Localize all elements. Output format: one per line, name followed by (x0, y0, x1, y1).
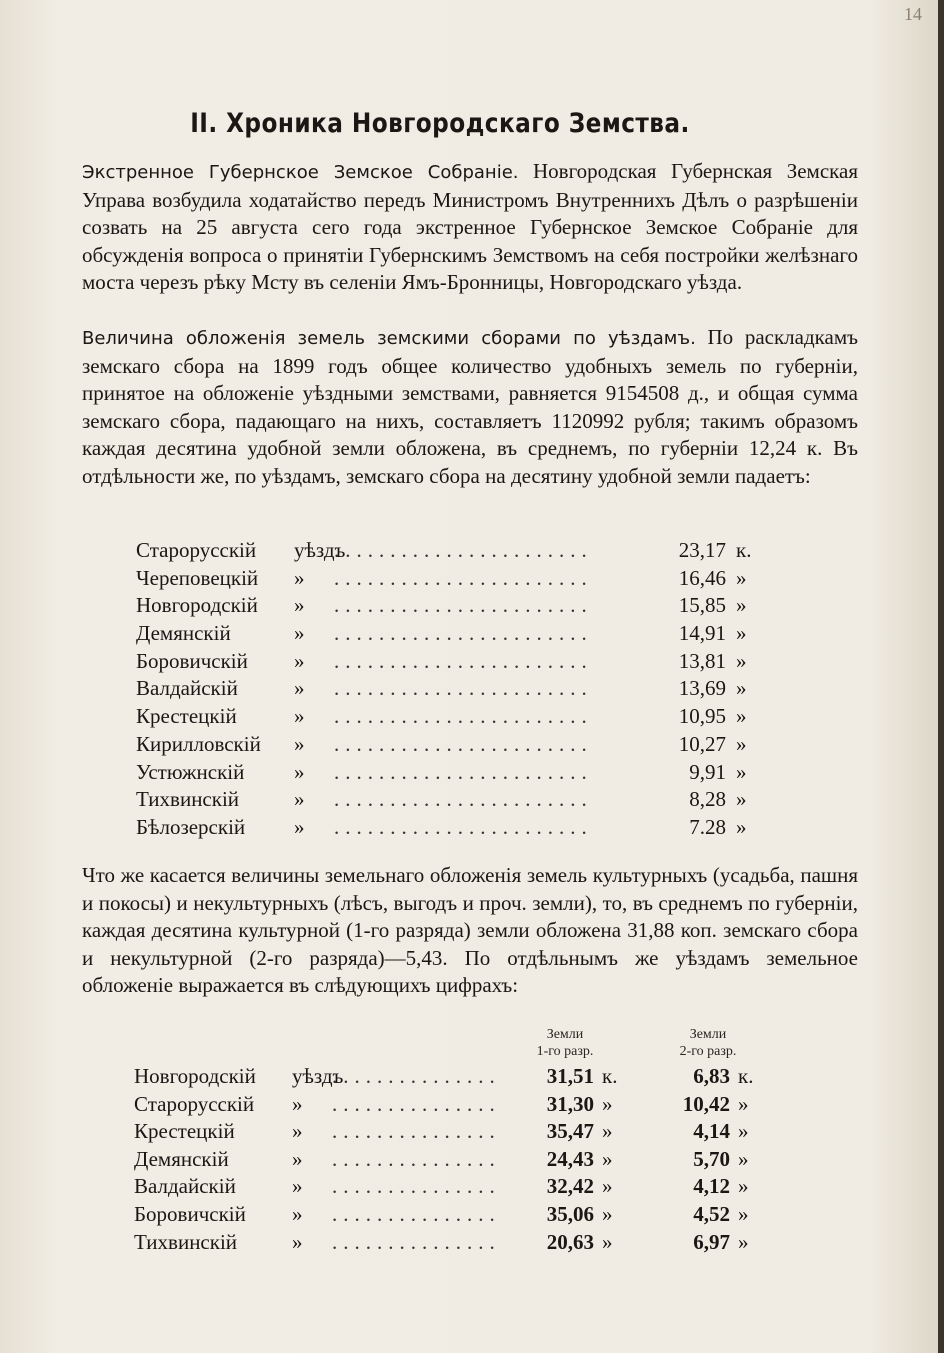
tax-unit: » (736, 648, 747, 673)
district-unit: » (294, 814, 305, 839)
district-name: Тихвинскій (134, 1229, 238, 1254)
leader-dots: ....................... (334, 593, 593, 618)
unit-1st-category: » (602, 1229, 613, 1254)
district-name: Старорусскій (134, 1091, 255, 1116)
district-name: Демянскій (134, 1146, 229, 1171)
column-header-line: 2-го разр. (679, 1044, 737, 1059)
unit-1st-category: к. (602, 1064, 618, 1088)
table-row (134, 1092, 774, 1120)
unit-1st-category: » (602, 1119, 613, 1144)
table-row (136, 676, 776, 704)
taxation-by-district-table (136, 538, 776, 843)
value-1st-category: 31,51 (546, 1064, 594, 1088)
leader-dots: ............... (332, 1229, 501, 1254)
section-land-taxation (82, 324, 858, 491)
value-2nd-category: 4,12 (693, 1174, 730, 1199)
tax-unit: » (736, 565, 747, 590)
tax-unit: » (736, 593, 747, 618)
unit-2nd-category: » (738, 1229, 749, 1254)
column-header-2nd-category (658, 1026, 758, 1060)
district-unit: уѣздъ (294, 538, 346, 562)
section-cultural-land (82, 862, 858, 1000)
district-name: Тихвинскій (136, 787, 240, 812)
unit-2nd-category: » (738, 1146, 749, 1171)
tax-value: 10,27 (678, 731, 726, 756)
section-text: Новгородская Губернская Земская Управа возбудила ходатайство передъ Министромъ Внутреннихъ Дѣлъ о разрѣшеніи созвать на 25 августа сего года экстренное Губернское Земское Собраніе для обсужденія вопроса о принятіи Губернскимъ Земствомъ на себя постройки желѣзнаго моста черезъ рѣку Мсту въ селеніи Ямъ-Бронницы, Новгородскаго уѣзда. (82, 159, 859, 295)
district-name: Боровичскій (136, 648, 248, 673)
leader-dots: ............... (332, 1064, 501, 1088)
district-name: Устюжнскій (136, 759, 245, 784)
leader-dots: ....................... (334, 759, 593, 784)
unit-1st-category: » (602, 1174, 613, 1199)
tax-unit: » (736, 787, 747, 812)
district-unit: » (294, 676, 305, 701)
value-1st-category: 35,47 (546, 1119, 594, 1144)
district-name: Кирилловскій (136, 731, 261, 756)
value-1st-category: 31,30 (546, 1091, 594, 1116)
table-row (134, 1147, 774, 1175)
value-2nd-category: 10,42 (682, 1091, 730, 1116)
leader-dots: ....................... (334, 731, 593, 756)
table-row (136, 732, 776, 760)
table-row (136, 787, 776, 815)
tax-value: 7.28 (689, 814, 726, 839)
tax-value: 13,81 (678, 648, 726, 673)
leader-dots: ............... (332, 1119, 501, 1144)
unit-2nd-category: » (738, 1201, 749, 1226)
district-unit: » (292, 1229, 303, 1254)
unit-1st-category: » (602, 1091, 613, 1116)
district-name: Крестецкій (136, 704, 237, 729)
district-unit: » (294, 731, 305, 756)
district-name: Бѣлозерскій (136, 814, 246, 839)
table-row (134, 1064, 774, 1092)
leader-dots: ....................... (334, 648, 593, 673)
district-unit: » (294, 648, 305, 673)
district-name: Череповецкій (136, 565, 259, 590)
leader-dots: ............... (332, 1146, 501, 1171)
table-row (134, 1202, 774, 1230)
leader-dots: ....................... (334, 704, 593, 729)
leader-dots: ....................... (334, 814, 593, 839)
tax-unit: » (736, 731, 747, 756)
table-row (134, 1230, 774, 1258)
district-unit: » (292, 1174, 303, 1199)
table-row (136, 538, 776, 566)
tax-value: 10,95 (678, 704, 726, 729)
district-unit: » (294, 621, 305, 646)
district-unit: » (292, 1119, 303, 1144)
value-2nd-category: 4,14 (693, 1119, 730, 1144)
tax-unit: к. (736, 538, 752, 562)
district-unit: » (294, 704, 305, 729)
column-header-line: Земли (689, 1027, 727, 1042)
district-unit: » (294, 565, 305, 590)
tax-value: 14,91 (678, 621, 726, 646)
page-edge (938, 0, 944, 1353)
unit-2nd-category: » (738, 1091, 749, 1116)
table-row (136, 704, 776, 732)
table-row (134, 1174, 774, 1202)
unit-1st-category: » (602, 1201, 613, 1226)
tax-value: 13,69 (678, 676, 726, 701)
tax-value: 8,28 (689, 787, 726, 812)
page-title: II. Хроника Новгородскаго Земства. (190, 108, 690, 139)
tax-value: 23,17 (678, 538, 726, 562)
tax-unit: » (736, 676, 747, 701)
tax-value: 16,46 (678, 565, 726, 590)
tax-unit: » (736, 814, 747, 839)
district-name: Новгородскій (134, 1064, 256, 1088)
tax-unit: » (736, 759, 747, 784)
table-row (136, 649, 776, 677)
unit-1st-category: » (602, 1146, 613, 1171)
district-name: Валдайскій (136, 676, 238, 701)
section-text: Что же касается величины земельнаго обложенія земель культурныхъ (усадьба, пашня и покосы) и некультурныхъ (лѣсъ, выгодъ и проч. земли), то, въ среднемъ по губерніи, каждая десятина культурной (1-го разряда) земли обложена 31,88 коп. земскаго сбора и некультурной (2-го разряда)—5,43. По отдѣльнымъ же уѣздамъ земельное обложеніе выражается въ слѣдующихъ цифрахъ: (82, 863, 858, 998)
column-header-line: Земли (546, 1027, 584, 1042)
district-unit: » (294, 759, 305, 784)
unit-2nd-category: к. (738, 1064, 754, 1088)
leader-dots: ....................... (334, 621, 593, 646)
district-unit: » (292, 1091, 303, 1116)
district-name: Новгородскій (136, 593, 258, 618)
page-number: 14 (904, 4, 922, 24)
table-row (136, 593, 776, 621)
section-text: По раскладкамъ земскаго сбора на 1899 годъ общее количество удобныхъ земель по губерніи, принятое на обложеніе уѣздными земствами, равняется 9154508 д., и общая сумма земскаго сбора, падающаго на нихъ, составляетъ 1120992 рубля; такимъ образомъ каждая десятина удобной земли обложена, въ среднемъ, по губерніи 12,24 к. Въ отдѣльности же, по уѣздамъ, земскаго сбора на десятину удобной земли падаетъ: (82, 325, 858, 488)
table-row (136, 815, 776, 843)
leader-dots: ....................... (334, 676, 593, 701)
leader-dots: ............... (332, 1174, 501, 1199)
section-caption: Величина обложенія земель земскими сборами по уѣздамъ. (82, 328, 696, 349)
value-2nd-category: 4,52 (693, 1201, 730, 1226)
tax-unit: » (736, 621, 747, 646)
tax-unit: » (736, 704, 747, 729)
tax-value: 15,85 (678, 593, 726, 618)
value-2nd-category: 5,70 (693, 1146, 730, 1171)
leader-dots: ....................... (334, 565, 593, 590)
table-row (136, 566, 776, 594)
district-unit: » (294, 593, 305, 618)
district-unit: » (292, 1146, 303, 1171)
leader-dots: ....................... (334, 787, 593, 812)
leader-dots: ............... (332, 1091, 501, 1116)
district-name: Крестецкій (134, 1119, 235, 1144)
leader-dots: ....................... (334, 538, 593, 562)
district-name: Демянскій (136, 621, 231, 646)
district-unit: » (292, 1201, 303, 1226)
section-caption: Экстренное Губернское Земское Собраніе. (82, 162, 519, 183)
value-1st-category: 24,43 (546, 1146, 594, 1171)
column-header-1st-category (515, 1026, 615, 1060)
value-1st-category: 35,06 (546, 1201, 594, 1226)
leader-dots: ............... (332, 1201, 501, 1226)
unit-2nd-category: » (738, 1119, 749, 1144)
district-name: Боровичскій (134, 1201, 246, 1226)
land-category-table (134, 1064, 774, 1257)
value-2nd-category: 6,83 (693, 1064, 730, 1088)
section-emergency-assembly (82, 158, 858, 297)
value-1st-category: 32,42 (546, 1174, 594, 1199)
tax-value: 9,91 (689, 759, 726, 784)
column-header-line: 1-го разр. (536, 1044, 594, 1059)
table-row (136, 760, 776, 788)
unit-2nd-category: » (738, 1174, 749, 1199)
value-2nd-category: 6,97 (693, 1229, 730, 1254)
district-unit: уѣздъ (292, 1064, 344, 1088)
district-name: Старорусскій (136, 538, 257, 562)
value-1st-category: 20,63 (546, 1229, 594, 1254)
table-row (136, 621, 776, 649)
district-name: Валдайскій (134, 1174, 236, 1199)
district-unit: » (294, 787, 305, 812)
table-row (134, 1119, 774, 1147)
